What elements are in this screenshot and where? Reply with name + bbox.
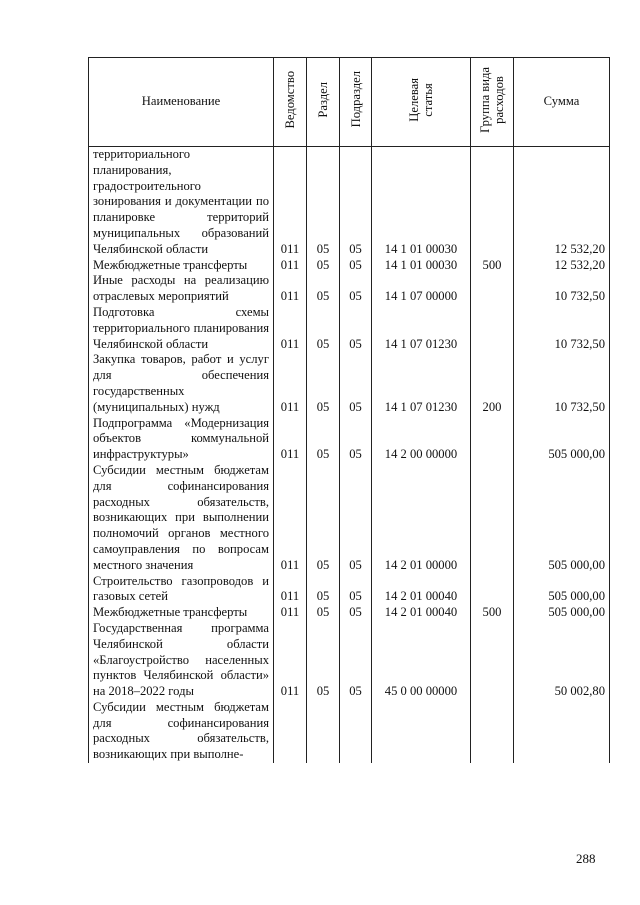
row-section: 05 <box>307 258 340 274</box>
row-dept: 011 <box>274 574 307 606</box>
row-section: 05 <box>307 574 340 606</box>
row-expense-type <box>471 416 514 463</box>
table-row <box>89 416 610 463</box>
row-section: 05 <box>307 416 340 463</box>
row-sum <box>514 700 610 763</box>
row-section: 05 <box>307 352 340 415</box>
row-subsection: 05 <box>340 416 372 463</box>
row-section: 05 <box>307 147 340 258</box>
row-dept: 011 <box>274 621 307 700</box>
row-expense-type <box>471 305 514 352</box>
row-name: Субсидии местным бюджетам для софинансирования расходных обязательств, возникающих при выполнении полномочий органов местного самоуправления по вопросам местного значения <box>89 463 274 574</box>
row-target-article: 14 2 01 00040 <box>372 574 471 606</box>
header-name: Наименование <box>89 58 274 147</box>
row-sum: 505 000,00 <box>514 605 610 621</box>
row-target-article: 14 1 01 00030 <box>372 258 471 274</box>
row-expense-type: 500 <box>471 258 514 274</box>
row-sum: 10 732,50 <box>514 352 610 415</box>
table-row <box>89 605 610 621</box>
header-sum: Сумма <box>514 58 610 147</box>
row-subsection: 05 <box>340 574 372 606</box>
table-row <box>89 574 610 606</box>
row-section: 05 <box>307 305 340 352</box>
row-subsection: 05 <box>340 305 372 352</box>
row-sum: 10 732,50 <box>514 305 610 352</box>
header-section: Раздел <box>307 58 340 147</box>
row-expense-type <box>471 463 514 574</box>
row-subsection: 05 <box>340 273 372 305</box>
row-sum: 10 732,50 <box>514 273 610 305</box>
row-sum: 50 002,80 <box>514 621 610 700</box>
header-expense-type: Группа вида расходов <box>471 58 514 147</box>
row-dept: 011 <box>274 352 307 415</box>
table-body <box>89 147 610 764</box>
row-name: Подготовка схемы территориального планирования Челябинской области <box>89 305 274 352</box>
row-dept: 011 <box>274 147 307 258</box>
row-dept <box>274 700 307 763</box>
row-sum: 505 000,00 <box>514 574 610 606</box>
row-dept: 011 <box>274 305 307 352</box>
row-target-article: 14 1 07 00000 <box>372 273 471 305</box>
table-row <box>89 463 610 574</box>
table-row <box>89 621 610 700</box>
row-subsection: 05 <box>340 147 372 258</box>
header-target-article: Целевая статья <box>372 58 471 147</box>
row-sum: 505 000,00 <box>514 416 610 463</box>
row-dept: 011 <box>274 463 307 574</box>
table-row <box>89 258 610 274</box>
row-subsection: 05 <box>340 605 372 621</box>
row-section: 05 <box>307 273 340 305</box>
row-target-article: 45 0 00 00000 <box>372 621 471 700</box>
row-name: Государственная программа Челябинской области «Благоустройство населенных пунктов Челябинской области» на 2018–2022 годы <box>89 621 274 700</box>
row-expense-type <box>471 574 514 606</box>
row-expense-type: 500 <box>471 605 514 621</box>
row-target-article: 14 1 07 01230 <box>372 305 471 352</box>
row-subsection: 05 <box>340 463 372 574</box>
row-name: Иные расходы на реализацию отраслевых мероприятий <box>89 273 274 305</box>
row-section: 05 <box>307 463 340 574</box>
row-dept: 011 <box>274 605 307 621</box>
row-name: территориального планирования, градостроительного зонирования и документации по планировке территорий муниципальных образований Челябинской области <box>89 147 274 258</box>
row-expense-type <box>471 621 514 700</box>
table-header <box>89 58 610 147</box>
row-dept: 011 <box>274 273 307 305</box>
row-sum: 505 000,00 <box>514 463 610 574</box>
row-subsection <box>340 700 372 763</box>
row-subsection: 05 <box>340 352 372 415</box>
row-name: Субсидии местным бюджетам для софинансирования расходных обязательств, возникающих при выполне- <box>89 700 274 763</box>
row-dept: 011 <box>274 416 307 463</box>
row-target-article: 14 2 01 00000 <box>372 463 471 574</box>
row-subsection: 05 <box>340 258 372 274</box>
row-target-article: 14 1 01 00030 <box>372 147 471 258</box>
row-expense-type: 200 <box>471 352 514 415</box>
row-name: Межбюджетные трансферты <box>89 605 274 621</box>
row-target-article: 14 2 00 00000 <box>372 416 471 463</box>
row-expense-type <box>471 700 514 763</box>
row-section <box>307 700 340 763</box>
row-expense-type <box>471 147 514 258</box>
row-name: Межбюджетные трансферты <box>89 258 274 274</box>
row-target-article: 14 1 07 01230 <box>372 352 471 415</box>
row-section: 05 <box>307 605 340 621</box>
row-sum: 12 532,20 <box>514 147 610 258</box>
table-row <box>89 147 610 258</box>
row-target-article <box>372 700 471 763</box>
row-expense-type <box>471 273 514 305</box>
row-section: 05 <box>307 621 340 700</box>
row-name: Подпрограмма «Модернизация объектов коммунальной инфраструктуры» <box>89 416 274 463</box>
table-row <box>89 352 610 415</box>
page-number: 288 <box>576 851 596 866</box>
table-row <box>89 273 610 305</box>
header-dept: Ведомство <box>274 58 307 147</box>
row-name: Закупка товаров, работ и услуг для обеспечения государственных (муниципальных) нужд <box>89 352 274 415</box>
header-subsection: Подраздел <box>340 58 372 147</box>
row-name: Строительство газопроводов и газовых сетей <box>89 574 274 606</box>
table-row <box>89 700 610 763</box>
budget-table <box>88 57 610 763</box>
row-target-article: 14 2 01 00040 <box>372 605 471 621</box>
row-sum: 12 532,20 <box>514 258 610 274</box>
row-subsection: 05 <box>340 621 372 700</box>
table-row <box>89 305 610 352</box>
row-dept: 011 <box>274 258 307 274</box>
